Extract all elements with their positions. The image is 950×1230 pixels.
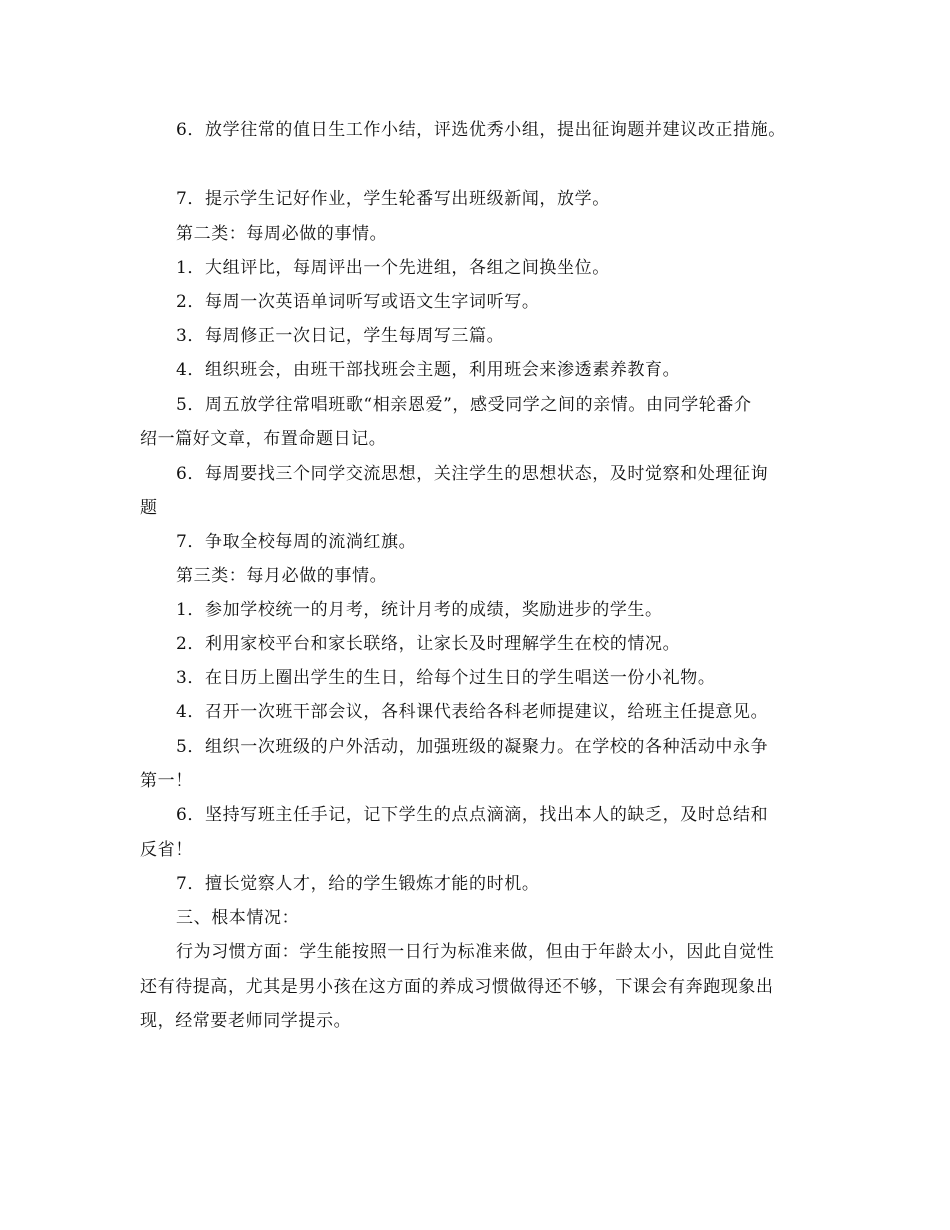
paragraph-line: 绍一篇好文章，布置命题日记。	[140, 429, 387, 449]
paragraph-line: 1．大组评比，每周评出一个先进组，各组之间换坐位。	[176, 258, 610, 278]
paragraph-line: 行为习惯方面：学生能按照一日行为标准来做，但由于年龄太小，因此自觉性	[176, 942, 775, 962]
paragraph-line: 5．组织一次班级的户外活动，加强班级的凝聚力。在学校的各种活动中永争	[176, 737, 769, 757]
paragraph-line: 现，经常要老师同学提示。	[140, 1011, 352, 1031]
paragraph-line: 6．坚持写班主任手记，记下学生的点点滴滴，找出本人的缺乏，及时总结和	[176, 805, 769, 825]
paragraph-line: 2．每周一次英语单词听写或语文生字词听写。	[176, 292, 540, 312]
paragraph-line: 7．争取全校每周的流淌红旗。	[176, 532, 417, 552]
paragraph-line: 4．召开一次班干部会议，各科课代表给各科老师提建议，给班主任提意见。	[176, 702, 769, 722]
paragraph-line: 6．每周要找三个同学交流思想，关注学生的思想状态，及时觉察和处理征询	[176, 464, 769, 484]
paragraph-line: 2．利用家校平台和家长联络，让家长及时理解学生在校的情况。	[176, 634, 681, 654]
paragraph-line: 6．放学往常的值日生工作小结，评选优秀小组，提出征询题并建议改正措施。	[176, 120, 786, 140]
section-heading: 第三类：每月必做的事情。	[176, 566, 388, 586]
paragraph-line: 7．擅长觉察人才，给的学生锻炼才能的时机。	[176, 874, 540, 894]
paragraph-line: 还有待提高，尤其是男小孩在这方面的养成习惯做得还不够，下课会有奔跑现象出	[140, 977, 774, 997]
paragraph-line: 3．在日历上圈出学生的生日，给每个过生日的学生唱送一份小礼物。	[176, 668, 716, 688]
section-heading: 第二类：每周必做的事情。	[176, 224, 388, 244]
paragraph-line: 第一！	[140, 771, 193, 791]
paragraph-line: 5．周五放学往常唱班歌“相亲恩爱”，感受同学之间的亲情。由同学轮番介	[176, 395, 752, 415]
paragraph-line: 4．组织班会，由班干部找班会主题，利用班会来渗透素养教育。	[176, 360, 681, 380]
paragraph-line: 3．每周修正一次日记，学生每周写三篇。	[176, 326, 505, 346]
paragraph-line: 反省！	[140, 840, 193, 860]
paragraph-line: 1．参加学校统一的月考，统计月考的成绩，奖励进步的学生。	[176, 600, 663, 620]
section-heading: 三、根本情况：	[176, 908, 300, 928]
paragraph-line: 题	[140, 498, 158, 518]
paragraph-line: 7．提示学生记好作业，学生轮番写出班级新闻，放学。	[176, 189, 610, 209]
